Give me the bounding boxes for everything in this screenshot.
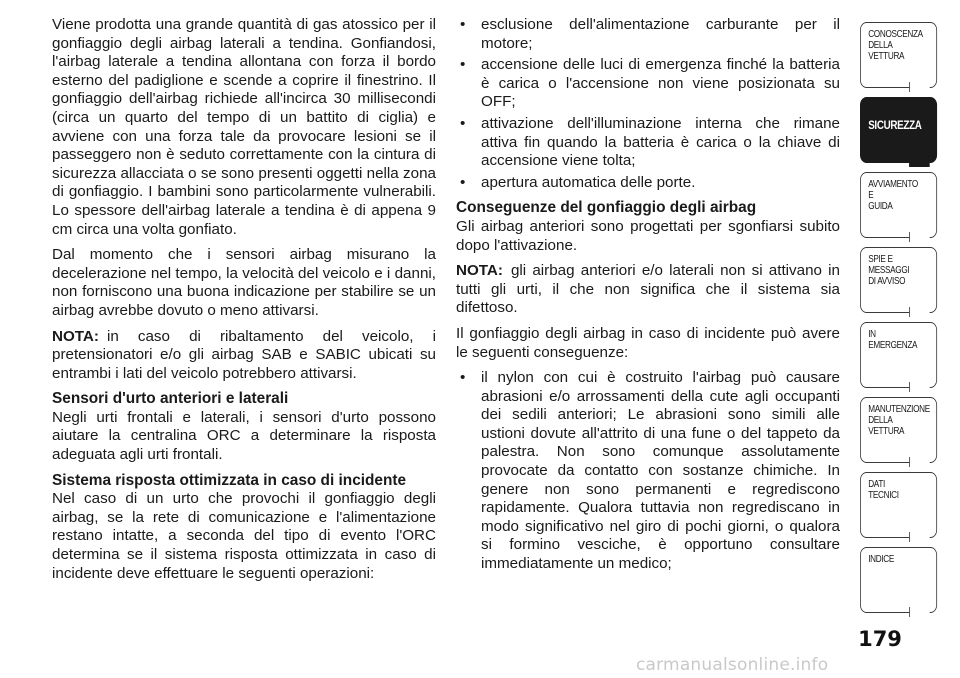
note-text: gli airbag anteriori e/o laterali non si attivano in tutti gli urti, il che non significa che il sistema sia difettoso. <box>456 262 840 317</box>
section-tabs <box>860 22 956 622</box>
list-item: • il nylon con cui è costruito l'airbag può causare abrasioni e/o arrossamenti della cute agli occupanti dei sedili anteriori; Le abrasioni sono simili alle ustioni dovute all'attrito di una fune o del tappeto da palestra. Non sono comunque assolutamente provocate da contatto con sostanze chimiche. In genere non sono permanenti e regrediscono rapidamente. Qualora tuttavia non regrediscano in modo significativo nel giro di pochi giorni, o qualora si formino vesciche, è opportuno consultare immediatamente un medico; <box>456 369 840 574</box>
paragraph-inflation: Viene prodotta una grande quantità di gas atossico per il gonfiaggio degli airbag laterali a tendina. Gonfiandosi, l'airbag laterale a tendina allontana con forza il bordo esterno del padiglione e scende a coprire il finestrino. Il gonfiaggio dell'airbag richiede all'incirca 30 millisecondi (circa un quarto del tempo di un battito di ciglia) e avviene con una forza tale da provocare lesioni se il passeggero non è seduto correttamente con la cintura di sicurezza allacciata o se sono presenti oggetti nella zona di gonfiaggio. I bambini sono particolarmente vulnerabili. Lo spessore dell'airbag laterale a tendina è di appena 9 cm circa una volta gonfiato. <box>52 16 436 238</box>
consequences-list <box>456 369 840 574</box>
page-number: 179 <box>858 627 902 651</box>
tab-dati-tecnici[interactable] <box>860 472 937 538</box>
paragraph-deflate: Gli airbag anteriori sono progettati per sgonfiarsi subito dopo l'attivazione. <box>456 217 840 254</box>
tab-label: SICUREZZA <box>868 118 922 132</box>
tab-sicurezza[interactable] <box>860 97 937 163</box>
paragraph-enhanced-response: Nel caso di un urto che provochi il gonfiaggio degli airbag, se la rete di comunicazione e l'alimentazione restano intatte, a seconda del tipo di evento l'ORC determina se il sistema risposta ottimizzata in caso di incidente deve effettuare le seguenti operazioni: <box>52 490 436 582</box>
note-rollover <box>52 328 436 384</box>
list-item: • esclusione dell'alimentazione carburante per il motore; <box>456 16 840 53</box>
heading-enhanced-response: Sistema risposta ottimizzata in caso di incidente <box>52 471 407 489</box>
list-item: • attivazione dell'illuminazione interna che rimane attiva fin quando la batteria è carica o la chiave di accensione viene tolta; <box>456 115 840 171</box>
tab-in-emergenza[interactable] <box>860 322 937 388</box>
left-column <box>52 16 436 590</box>
tab-label: INDICE <box>868 554 895 565</box>
watermark: carmanualsonline.info <box>636 655 829 675</box>
note-label: NOTA: <box>456 262 503 280</box>
paragraph-sensors-deceleration: Dal momento che i sensori airbag misurano la decelerazione nel tempo, la velocità del veicolo e i danni, non forniscono una buona indicazione per stabilire se un airbag avrebbe dovuto o meno attivarsi. <box>52 246 436 319</box>
paragraph-consequences-intro: Il gonfiaggio degli airbag in caso di incidente può avere le seguenti conseguenze: <box>456 324 840 361</box>
tab-manutenzione[interactable] <box>860 397 937 463</box>
tab-conoscenza-della-vettura[interactable] <box>860 22 937 88</box>
tab-label: DATI TECNICI <box>868 479 899 501</box>
tab-label: IN EMERGENZA <box>868 329 918 351</box>
note-text: in caso di ribaltamento del veicolo, i pretensionatori e/o gli airbag SAB e SABIC ubicati su entrambi i lati del veicolo potrebbero attivarsi. <box>52 327 436 382</box>
response-actions-list <box>456 16 840 192</box>
note-label: NOTA: <box>52 327 99 345</box>
list-item: • accensione delle luci di emergenza finché la batteria è carica o l'accensione non viene posizionata su OFF; <box>456 56 840 112</box>
tab-label: SPIE E MESSAGGI DI AVVISO <box>868 254 910 287</box>
tab-spie-e-messaggi[interactable] <box>860 247 937 313</box>
tab-avviamento-e-guida[interactable] <box>860 172 937 238</box>
right-column <box>456 16 840 581</box>
paragraph-impact-sensors: Negli urti frontali e laterali, i sensori d'urto possono aiutare la centralina ORC a determinare la risposta adeguata agli urti frontali. <box>52 408 436 464</box>
tab-label: MANUTENZIONE DELLA VETTURA <box>868 404 930 437</box>
list-item: • apertura automatica delle porte. <box>456 174 840 193</box>
tab-indice[interactable] <box>860 547 937 613</box>
tab-label: AVVIAMENTO E GUIDA <box>868 179 918 212</box>
heading-consequences: Conseguenze del gonfiaggio degli airbag <box>456 199 757 217</box>
heading-impact-sensors: Sensori d'urto anteriori e laterali <box>52 390 289 408</box>
note-not-all-impacts <box>456 262 840 318</box>
tab-label: CONOSCENZA DELLA VETTURA <box>868 29 923 62</box>
